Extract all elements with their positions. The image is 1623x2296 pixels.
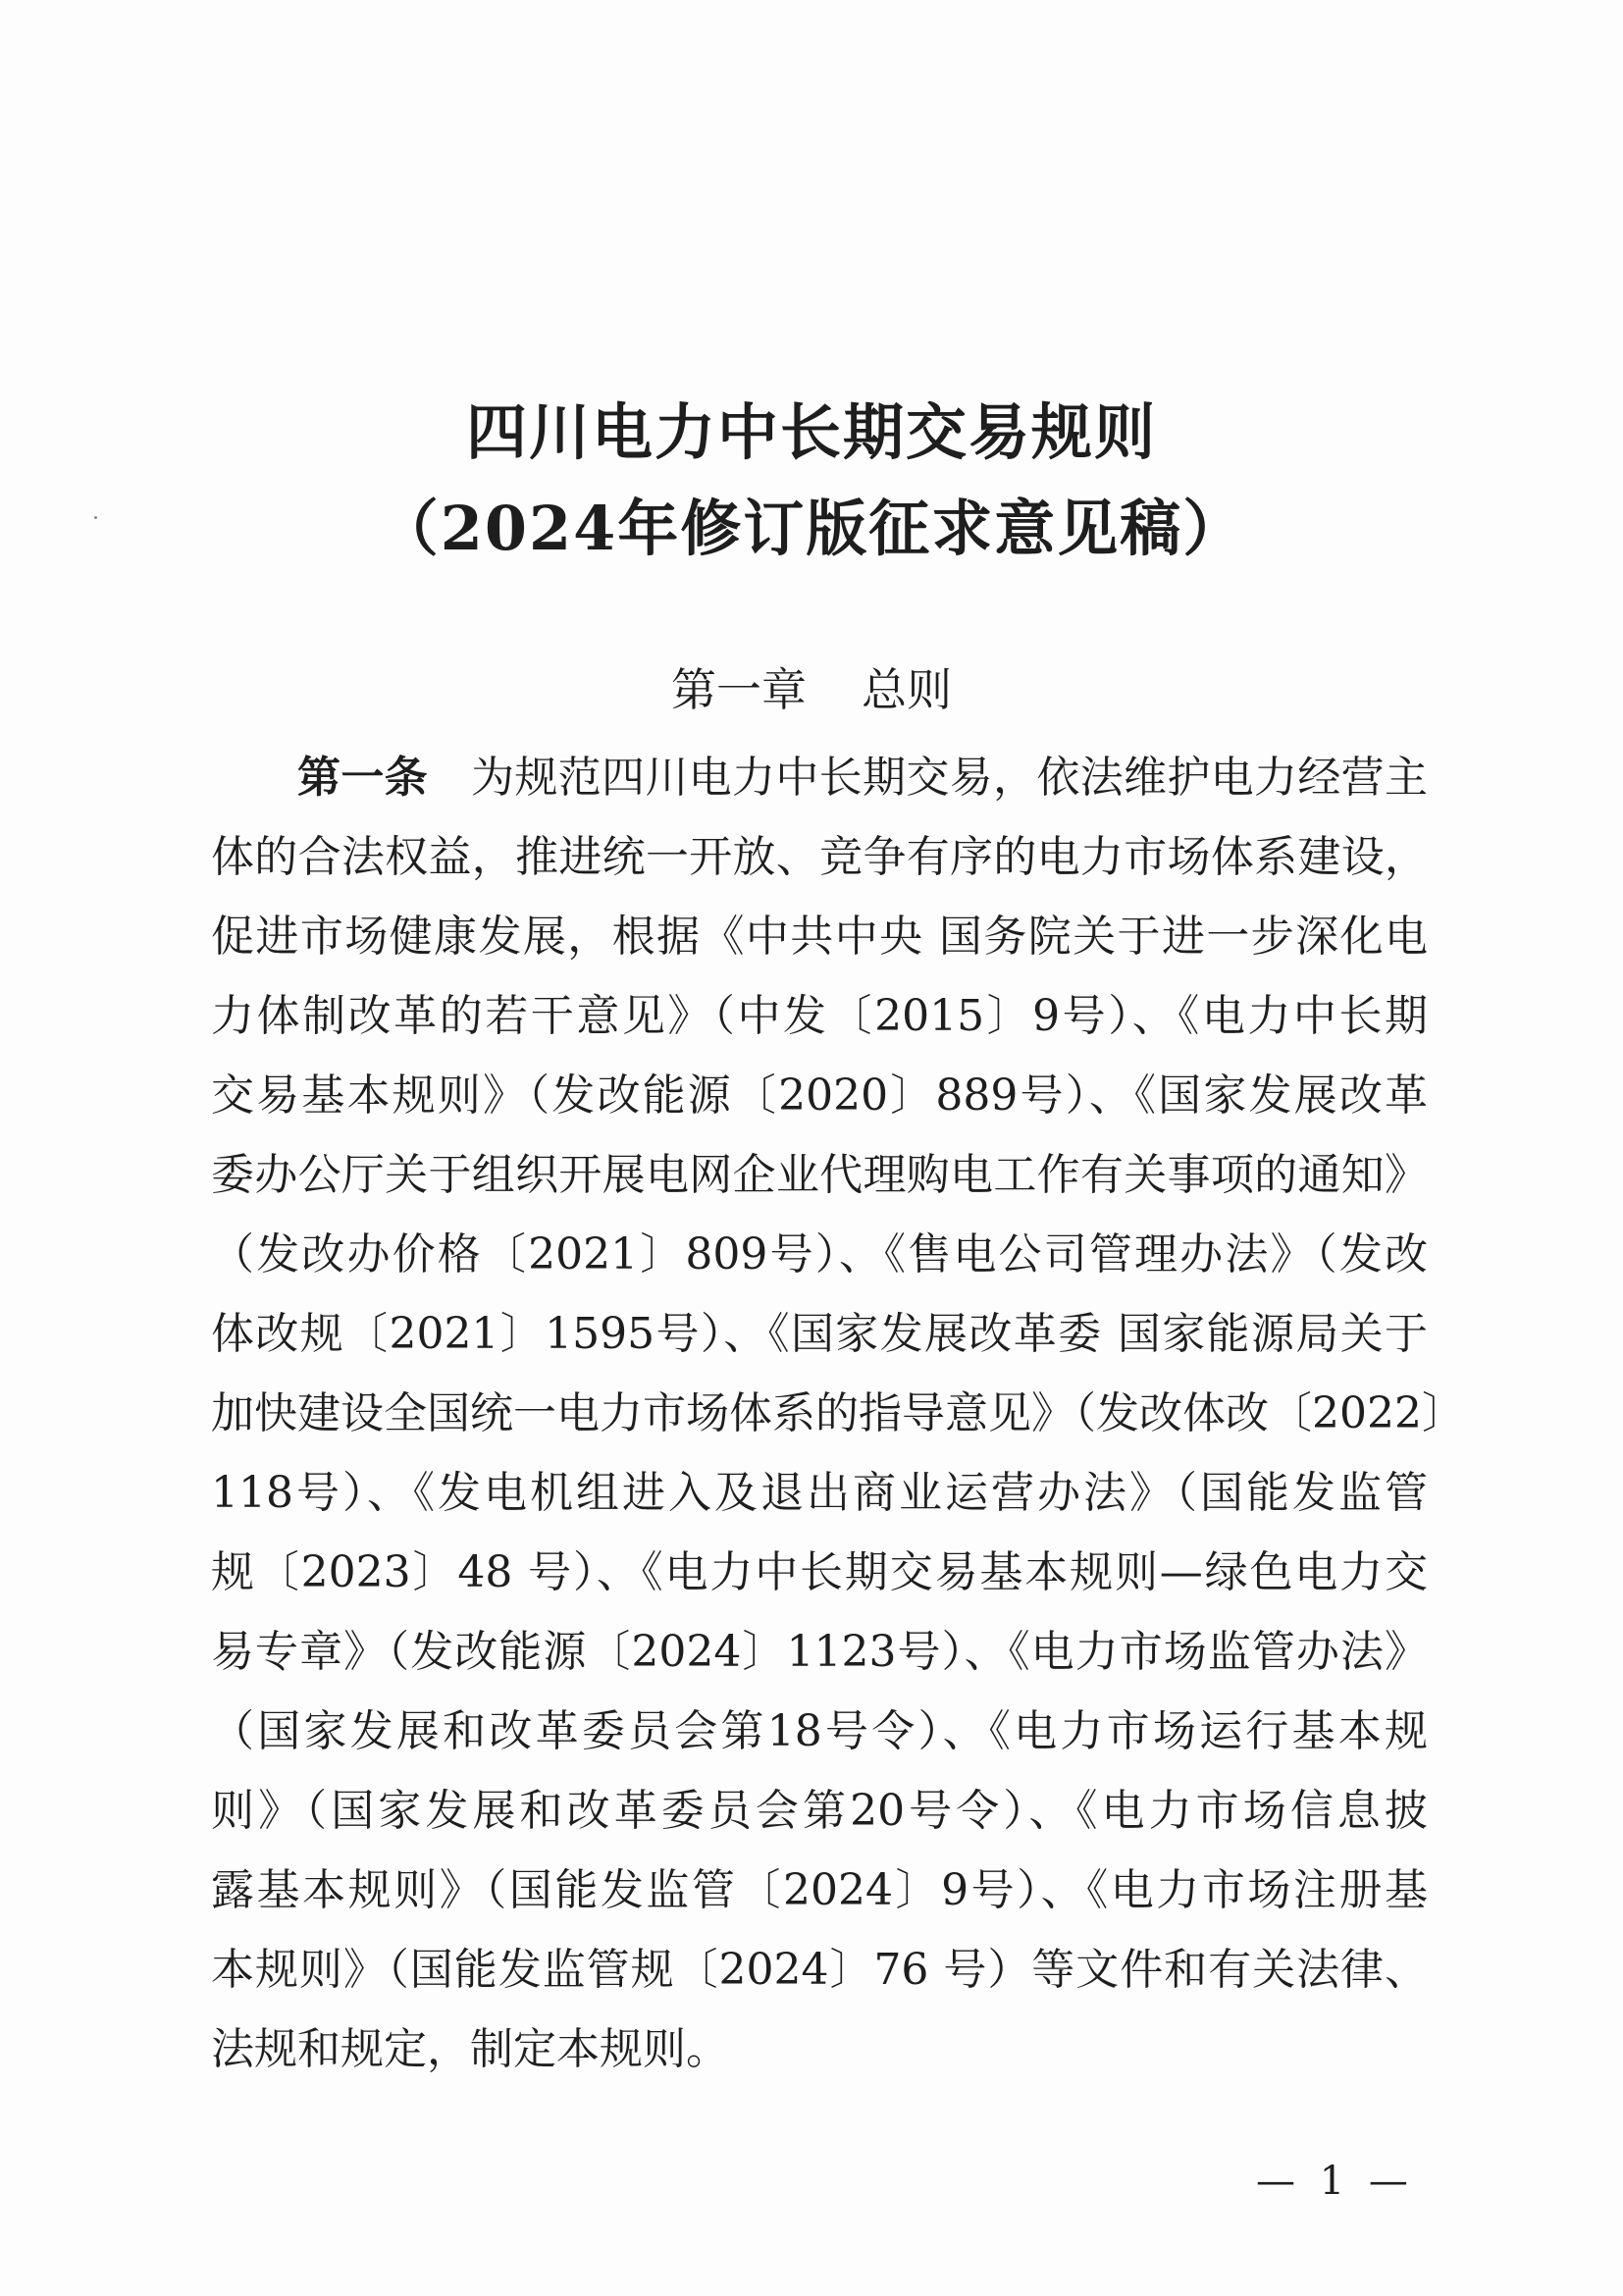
article-line: 本规则》（国能发监管规〔2024〕76 号）等文件和有关法律、 [211, 1945, 1428, 1995]
article-line: （国家发展和改革委员会第18号令）、《电力市场运行基本规 [211, 1706, 1428, 1756]
article-line: 委办公厅关于组织开展电网企业代理购电工作有关事项的通知》 [211, 1150, 1428, 1200]
article-line: 加快建设全国统一电力市场体系的指导意见》（发改体改〔2022〕 [211, 1388, 1465, 1438]
chapter-number: 第一章 [671, 663, 807, 716]
article-line: 法规和规定，制定本规则。 [211, 2024, 729, 2074]
document-subtitle: （2024年修订版征求意见稿） [377, 493, 1246, 564]
article-line: 则》（国家发展和改革委员会第20号令）、《电力市场信息披 [211, 1786, 1428, 1836]
article-label: 第一条 [297, 753, 428, 803]
article-line: 促进市场健康发展，根据《中共中央 国务院关于进一步深化电 [211, 912, 1428, 962]
article-line: 118号）、《发电机组进入及退出商业运营办法》（国能发监管 [211, 1468, 1428, 1518]
document-title: 四川电力中长期交易规则 [465, 396, 1157, 468]
chapter-heading [0, 663, 1623, 716]
article-line: 易专章》（发改能源〔2024〕1123号）、《电力市场监管办法》 [211, 1627, 1428, 1677]
article-line: 露基本规则》（国能发监管〔2024〕9号）、《电力市场注册基 [211, 1865, 1428, 1915]
article-paragraph [211, 738, 1465, 2089]
article-line: 体改规〔2021〕1595号）、《国家发展改革委 国家能源局关于 [211, 1309, 1428, 1359]
article-line: （发改办价格〔2021〕809号）、《售电公司管理办法》（发改 [211, 1229, 1428, 1279]
page-number: — 1 — [1256, 2159, 1414, 2204]
article-line: 交易基本规则》（发改能源〔2020〕889号）、《国家发展改革 [211, 1070, 1428, 1121]
article-line: 第一条 为规范四川电力中长期交易，依法维护电力经营主 [297, 753, 1428, 803]
chapter-name: 总则 [862, 663, 952, 716]
article-line: 体的合法权益，推进统一开放、竞争有序的电力市场体系建设， [211, 832, 1428, 882]
article-line: 规〔2023〕48 号）、《电力中长期交易基本规则—绿色电力交 [211, 1547, 1428, 1597]
article-line: 力体制改革的若干意见》（中发〔2015〕9号）、《电力中长期 [211, 991, 1428, 1041]
